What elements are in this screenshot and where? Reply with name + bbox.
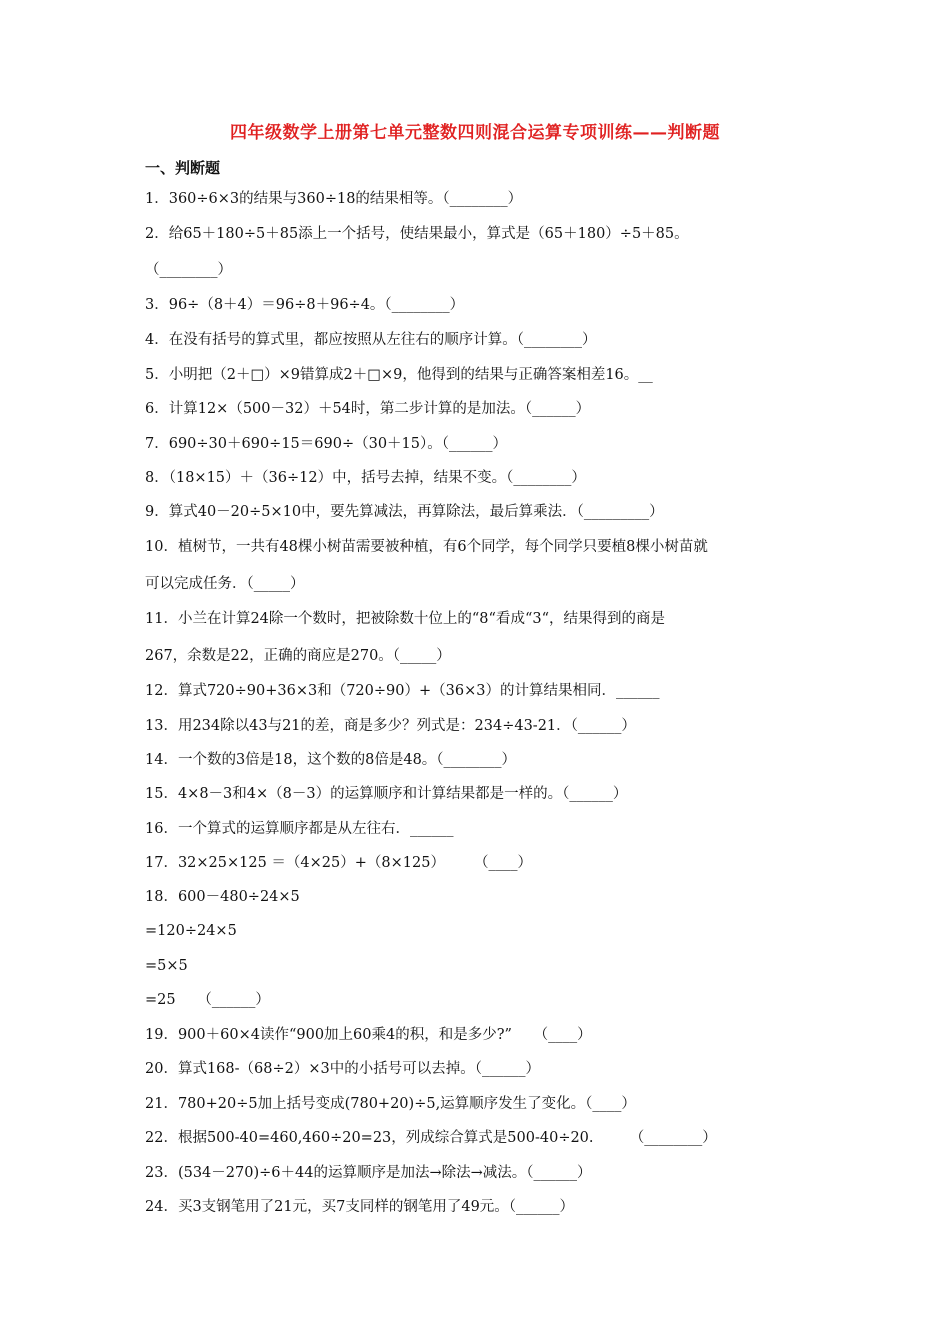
question-line: 13．用234除以43与21的差，商是多少？列式是：234÷43-21．（______）	[145, 718, 636, 734]
question-line: =25 （______）	[145, 992, 270, 1008]
question-line: 267，余数是22，正确的商应是270。（_____）	[145, 648, 451, 664]
question-line: 14．一个数的3倍是18，这个数的8倍是48。（________）	[145, 752, 517, 768]
section-heading: 一、判断题	[145, 159, 221, 177]
question-line: 4．在没有括号的算式里，都应按照从左往右的顺序计算。（________）	[145, 332, 597, 348]
question-line: 可以完成任务．（_____）	[145, 576, 305, 592]
question-line: 1．360÷6×3的结果与360÷18的结果相等。（________）	[145, 191, 523, 207]
question-line: 6．计算12×（500－32）＋54时，第二步计算的是加法。（______）	[145, 401, 591, 417]
question-line: 8．（18×15）＋（36÷12）中，括号去掉，结果不变。（________）	[145, 470, 586, 486]
question-line: 9．算式40－20÷5×10中，要先算减法，再算除法，最后算乘法．（_________）	[145, 504, 664, 520]
question-line: 22．根据500-40=460,460÷20=23，列成综合算式是500-40÷20. （________）	[145, 1130, 717, 1146]
question-line: 21．780+20÷5加上括号变成(780+20)÷5,运算顺序发生了变化。（____）	[145, 1096, 636, 1112]
question-line: =120÷24×5	[145, 923, 237, 939]
document-title: 四年级数学上册第七单元整数四则混合运算专项训练——判断题	[230, 123, 720, 143]
question-line: 5．小明把（2＋□）×9错算成2＋□×9，他得到的结果与正确答案相差16。__	[145, 367, 653, 383]
question-line: =5×5	[145, 958, 188, 974]
question-line: 11．小兰在计算24除一个数时，把被除数十位上的“8“看成“3“，结果得到的商是	[145, 611, 666, 627]
question-line: 7．690÷30＋690÷15＝690÷（30＋15）。（______）	[145, 436, 508, 452]
question-line: 24．买3支钢笔用了21元，买7支同样的钢笔用了49元。（______）	[145, 1199, 575, 1215]
question-line: 19．900＋60×4读作“900加上60乘4的积，和是多少?” （____）	[145, 1027, 592, 1043]
question-line: 12．算式720÷90+36×3和（720÷90）+（36×3）的计算结果相同．______	[145, 683, 660, 699]
question-line: 18．600－480÷24×5	[145, 889, 300, 905]
question-line: 2．给65＋180÷5＋85添上一个括号，使结果最小，算式是（65＋180）÷5＋85。	[145, 226, 689, 242]
question-line: 16．一个算式的运算顺序都是从左往右．______	[145, 821, 454, 837]
question-line: 17．32×25×125 ＝（4×25）+（8×125） （____）	[145, 855, 532, 871]
question-line: 10．植树节，一共有48棵小树苗需要被种植，有6个同学，每个同学只要植8棵小树苗就	[145, 539, 708, 555]
question-line: 20．算式168-（68÷2）×3中的小括号可以去掉。（______）	[145, 1061, 540, 1077]
question-line: （________）	[145, 262, 232, 278]
question-line: 15．4×8－3和4×（8－3）的运算顺序和计算结果都是一样的。（______）	[145, 786, 628, 802]
question-line: 23．(534－270)÷6＋44的运算顺序是加法→除法→减法。（______）	[145, 1165, 592, 1181]
question-line: 3．96÷（8＋4）＝96÷8＋96÷4。（________）	[145, 297, 465, 313]
